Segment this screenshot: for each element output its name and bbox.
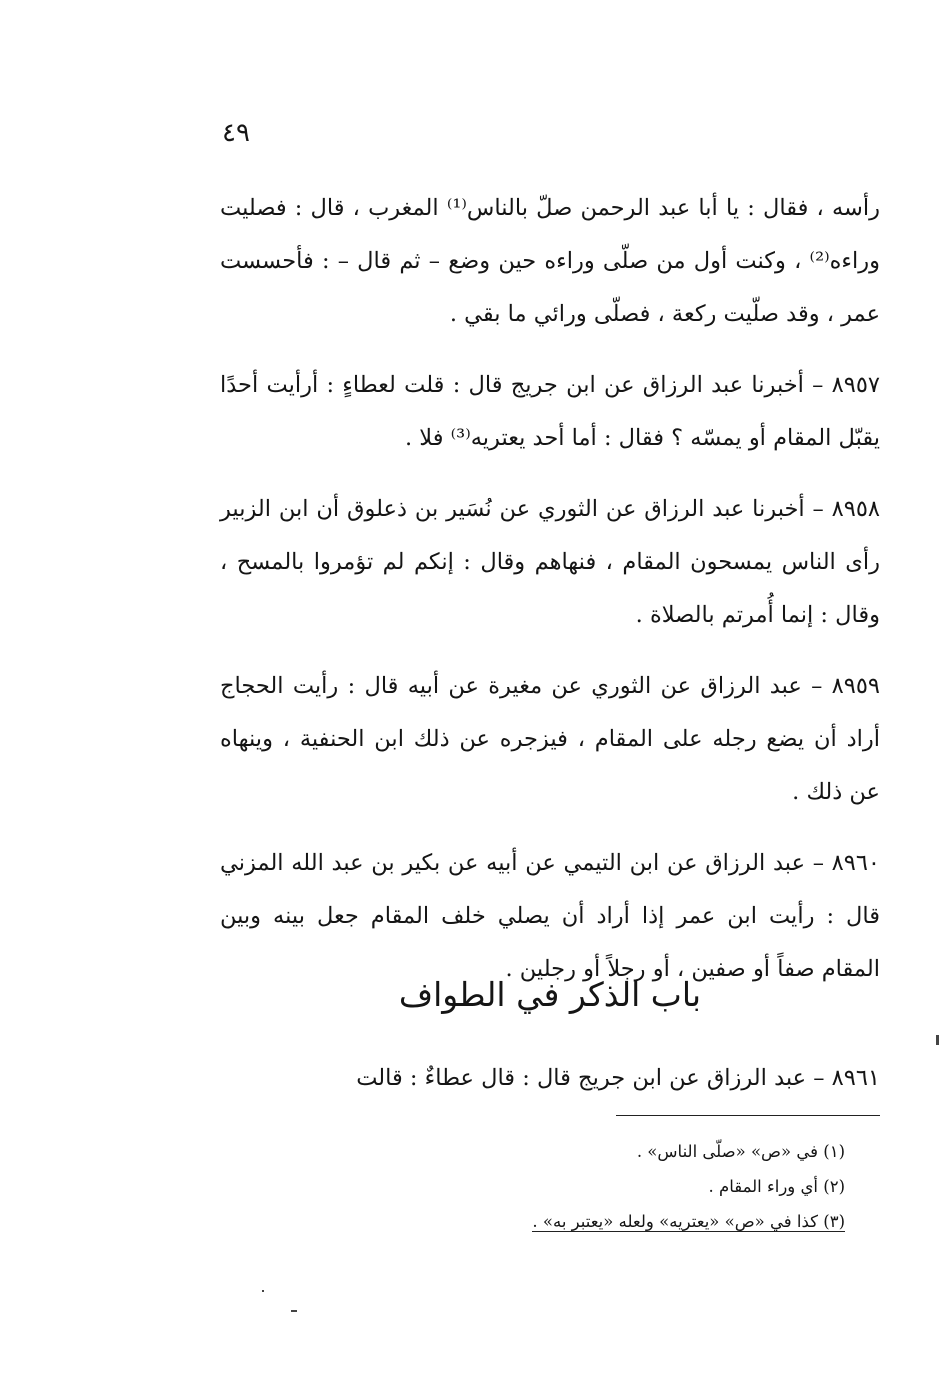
hadith-8959: ٨٩٥٩ – عبد الرزاق عن الثوري عن مغيرة عن أبيه قال : رأيت الحجاج أراد أن يضع رجله على المقام ، فيزجره عن ذلك ابن الحنفية ، وينهاه عن ذلك . xyxy=(220,673,880,805)
scan-speck xyxy=(936,1035,939,1045)
footnotes xyxy=(380,1134,845,1239)
scan-speck xyxy=(262,1290,264,1292)
section-heading: باب الذكر في الطواف xyxy=(398,975,702,1014)
footnote-2: (٢) أي وراء المقام . xyxy=(708,1177,845,1196)
body-text xyxy=(220,182,880,996)
hadith-8957: ٨٩٥٧ – أخبرنا عبد الرزاق عن ابن جريج قال : قلت لعطاءٍ : أرأيت أحدًا يقبّل المقام أو يمسّه ؟ فقال : أما أحد يعتريه⁽³⁾ فلا . xyxy=(220,372,880,451)
scan-speck xyxy=(291,1310,297,1312)
footnote-3-text: (٣) كذا في «ص» «يعتريه» ولعله «يعتبر به» . xyxy=(532,1212,845,1231)
hadith-8960: ٨٩٦٠ – عبد الرزاق عن ابن التيمي عن أبيه عن بكير بن عبد الله المزني قال : رأيت ابن عمر إذا أراد أن يصلي خلف المقام جعل بينه وبين المقام صفاً أو صفين ، أو رجلاً أو رجلين . xyxy=(220,850,880,982)
hadith-8958: ٨٩٥٨ – أخبرنا عبد الرزاق عن الثوري عن نُسَير بن ذعلوق أن ابن الزبير رأى الناس يمسحون المقام ، فنهاهم وقال : إنكم لم تؤمروا بالمسح ، وقال : إنما أُمرتم بالصلاة . xyxy=(220,496,880,628)
footnote-1: (١) في «ص» «صلّى الناس» . xyxy=(636,1142,845,1161)
hadith-8961: ٨٩٦١ – عبد الرزاق عن ابن جريج قال : قال عطاءٌ : قالت xyxy=(356,1065,880,1091)
footnote-divider xyxy=(616,1115,880,1116)
page-number: ٤٩ xyxy=(222,118,250,148)
paragraph-continuation: رأسه ، فقال : يا أبا عبد الرحمن صلّ بالناس⁽¹⁾ المغرب ، قال : فصليت وراءه⁽²⁾ ، وكنت أول من صلّى وراءه حين وضع – ثم قال – : فأحسست عمر ، وقد صلّيت ركعة ، فصلّى ورائي ما بقي . xyxy=(220,195,880,327)
footnote-3 xyxy=(380,1204,845,1239)
